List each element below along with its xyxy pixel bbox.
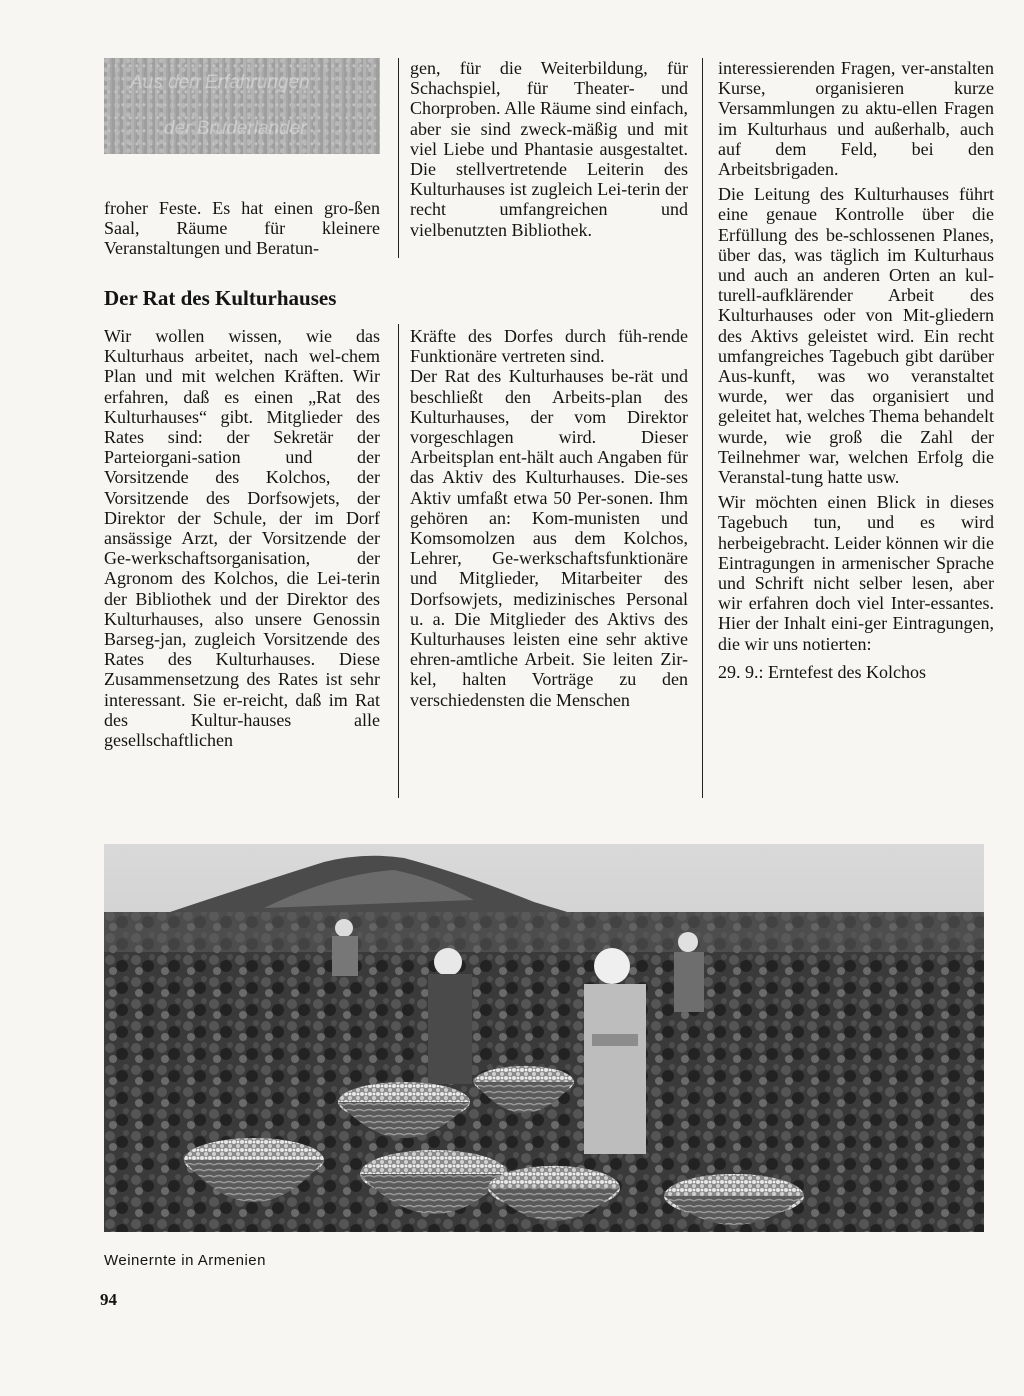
paragraph: Kräfte des Dorfes durch füh-rende Funktionäre vertreten sind. xyxy=(410,326,688,367)
paragraph: gen, für die Weiterbildung, für Schachspiel, für Theater- und Chorproben. Alle Räume sind einfach, aber sie sind zweck-mäßig und mit viel Liebe und Phantasie ausgestaltet. Die stellvertretende Leiterin des Kulturhauses ist zugleich Lei-terin der recht umfangreichen und vielbenutzten Bibliothek. xyxy=(410,58,688,240)
column-3-text xyxy=(718,58,994,682)
section-banner xyxy=(104,58,380,154)
vineyard-harvest-photo xyxy=(104,844,984,1232)
banner-line-2: der Bruderlander xyxy=(164,118,307,139)
column-2-top-text xyxy=(410,58,688,240)
column-1-body-text xyxy=(104,326,380,750)
paragraph: Der Rat des Kulturhauses be-rät und beschließt den Arbeits-plan des Kulturhauses, der vom Direktor vorgeschlagen wird. Dieser Arbeitsplan ent-hält auch Angaben für das Aktiv des Kulturhauses. Die-ses Aktiv umfaßt etwa 50 Per-sonen. Ihm gehören an: Kom-munisten und Komsomolzen aus dem Kolchos, Lehrer, Ge-werkschaftsfunktionäre und Mitglieder, Mitarbeiter des Dorfsowjets, medizinisches Personal u. a. Die Mitglieder des Aktivs des Kulturhauses leisten eine sehr aktive ehren-amtliche Arbeit. Sie leiten Zir-kel, halten Vorträge zu den verschiedensten die Menschen xyxy=(410,366,688,710)
column-rule xyxy=(702,58,703,798)
paragraph: Wir wollen wissen, wie das Kulturhaus arbeitet, nach wel-chem Plan und mit welchen Kräften. Wir erfahren, daß es einen „Rat des Kulturhauses“ gibt. Mitglieder des Rates sind: der Sekretär der Parteiorgani-sation und der Vorsitzende des Kolchos, der Vorsitzende des Dorfsowjets, der Direktor der Schule, der im Dorf ansässige Arzt, der Vorsitzende der Ge-werkschaftsorganisation, der Agronom des Kolchos, die Lei-terin der Bibliothek und der Direktor des Kulturhauses, also unsere Genossin Barseg-jan, zugleich Vorsitzende des Rates des Kulturhauses. Diese Zusammensetzung des Rates ist sehr interessant. Sie er-reicht, daß im Rat des Kultur-hauses alle gesellschaftlichen xyxy=(104,326,380,751)
paragraph: froher Feste. Es hat einen gro-ßen Saal, Räume für kleinere Veranstaltungen und Beratun- xyxy=(104,198,380,259)
paragraph: interessierenden Fragen, ver-anstalten Kurse, organisieren kurze Versammlungen zu aktu-ellen Fragen im Kulturhaus und außerhalb, auch auf dem Feld, bei den Arbeitsbrigaden. xyxy=(718,58,994,180)
column-rule xyxy=(398,58,399,258)
banner-line-1: Aus den Erfahrungen xyxy=(130,72,310,93)
vineyard-distance xyxy=(104,912,984,952)
paragraph: 29. 9.: Erntefest des Kolchos xyxy=(718,661,926,682)
photo-caption: Weinernte in Armenien xyxy=(104,1252,266,1269)
paragraph: Die Leitung des Kulturhauses führt eine genaue Kontrolle über die Erfüllung des be-schlossenen Planes, über das, was täglich im Kulturhaus und auch an anderen Orten an kul-turell-aufklärender Arbeit des Kulturhauses oder von Mit-gliedern des Aktivs geleistet wird. Ein recht umfangreiches Tagebuch gibt darüber Aus-kunft, was wo veranstaltet wurde, wer das organisiert und geleitet hat, welches Thema behandelt wurde, wie groß die Zahl der Teilnehmer war, welchen Erfolg die Veranstal-tung hatte usw. xyxy=(718,184,994,488)
section-heading: Der Rat des Kulturhauses xyxy=(104,286,337,310)
column-1-top-text xyxy=(104,198,380,259)
column-rule xyxy=(398,324,399,798)
page-number: 94 xyxy=(100,1290,117,1309)
column-2-body-text xyxy=(410,326,688,710)
paragraph: Wir möchten einen Blick in dieses Tagebuch tun, und es wird herbeigebracht. Leider können wir die Eintragungen in armenischer Sprache und Schrift nicht selber lesen, aber wir erfahren doch viel Inter-essantes. Hier der Inhalt eini-ger Eintragungen, die wir uns notierten: xyxy=(718,492,994,654)
